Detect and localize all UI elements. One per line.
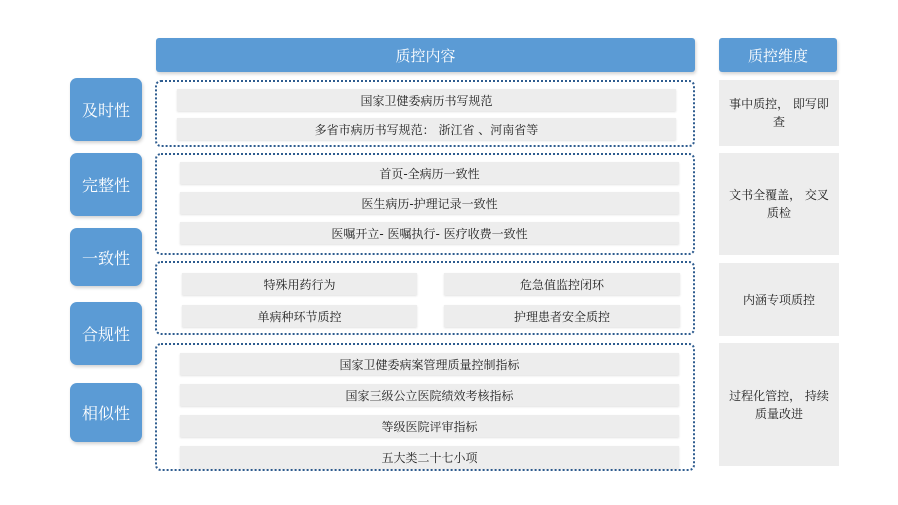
content-item: 医嘱开立- 医嘱执行- 医疗收费一致性 [180, 222, 679, 244]
dimension-header: 质控维度 [719, 38, 837, 72]
content-item: 特殊用药行为 [182, 273, 417, 295]
dimension-box-3: 内涵专项质控 [719, 263, 839, 336]
category-compliance: 合规性 [70, 302, 142, 365]
content-item: 首页-全病历一致性 [180, 162, 679, 184]
content-item: 危急值监控闭环 [444, 273, 680, 295]
content-item: 五大类二十七小项 [180, 446, 679, 468]
dimension-box-4: 过程化管控， 持续质量改进 [719, 343, 839, 466]
content-item: 国家三级公立医院绩效考核指标 [180, 384, 679, 406]
content-item: 医生病历-护理记录一致性 [180, 192, 679, 214]
content-item: 护理患者安全质控 [444, 305, 680, 327]
content-item: 单病种环节质控 [182, 305, 417, 327]
category-completeness: 完整性 [70, 153, 142, 216]
category-consistency: 一致性 [70, 228, 142, 286]
content-header: 质控内容 [156, 38, 695, 72]
content-item: 多省市病历书写规范： 浙江省 、河南省等 [177, 118, 676, 140]
dimension-box-1: 事中质控， 即写即查 [719, 80, 839, 146]
content-item: 等级医院评审指标 [180, 415, 679, 437]
dimension-box-2: 文书全覆盖， 交叉质检 [719, 153, 839, 255]
category-timeliness: 及时性 [70, 78, 142, 141]
category-similarity: 相似性 [70, 383, 142, 442]
content-item: 国家卫健委病案管理质量控制指标 [180, 353, 679, 375]
content-item: 国家卫健委病历书写规范 [177, 89, 676, 111]
